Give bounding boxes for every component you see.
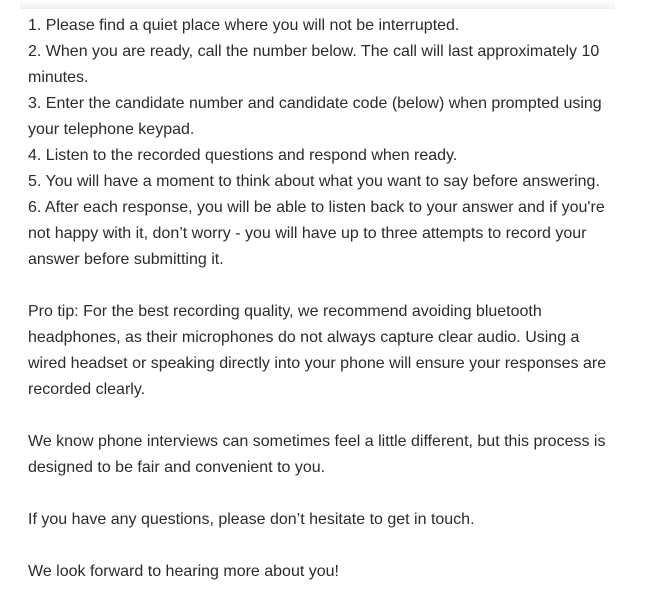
step-1: 1. Please find a quiet place where you will not be interrupted. xyxy=(28,17,460,34)
step-4: 4. Listen to the recorded questions and respond when ready. xyxy=(28,147,458,164)
step-5: 5. You will have a moment to think about what you want to say before answering. xyxy=(28,173,600,190)
instruction-steps xyxy=(28,13,618,273)
step-3: 3. Enter the candidate number and candidate code (below) when prompted using your telephone keypad. xyxy=(28,95,602,138)
closing-paragraph: We look forward to hearing more about you! xyxy=(28,563,339,580)
step-6: 6. After each response, you will be able to listen back to your answer and if you're not happy with it, don’t worry - you will have up to three attempts to record your answer before submitting it. xyxy=(28,199,605,268)
email-body xyxy=(28,13,618,585)
reassurance-paragraph: We know phone interviews can sometimes feel a little different, but this process is designed to be fair and convenient to you. xyxy=(28,433,606,476)
top-divider xyxy=(20,0,615,9)
contact-paragraph: If you have any questions, please don’t hesitate to get in touch. xyxy=(28,511,475,528)
step-2: 2. When you are ready, call the number below. The call will last approximately 10 minutes. xyxy=(28,43,600,86)
pro-tip-paragraph: Pro tip: For the best recording quality, we recommend avoiding bluetooth headphones, as their microphones do not always capture clear audio. Using a wired headset or speaking directly into your phone will ensure your responses are recorded clearly. xyxy=(28,303,607,398)
